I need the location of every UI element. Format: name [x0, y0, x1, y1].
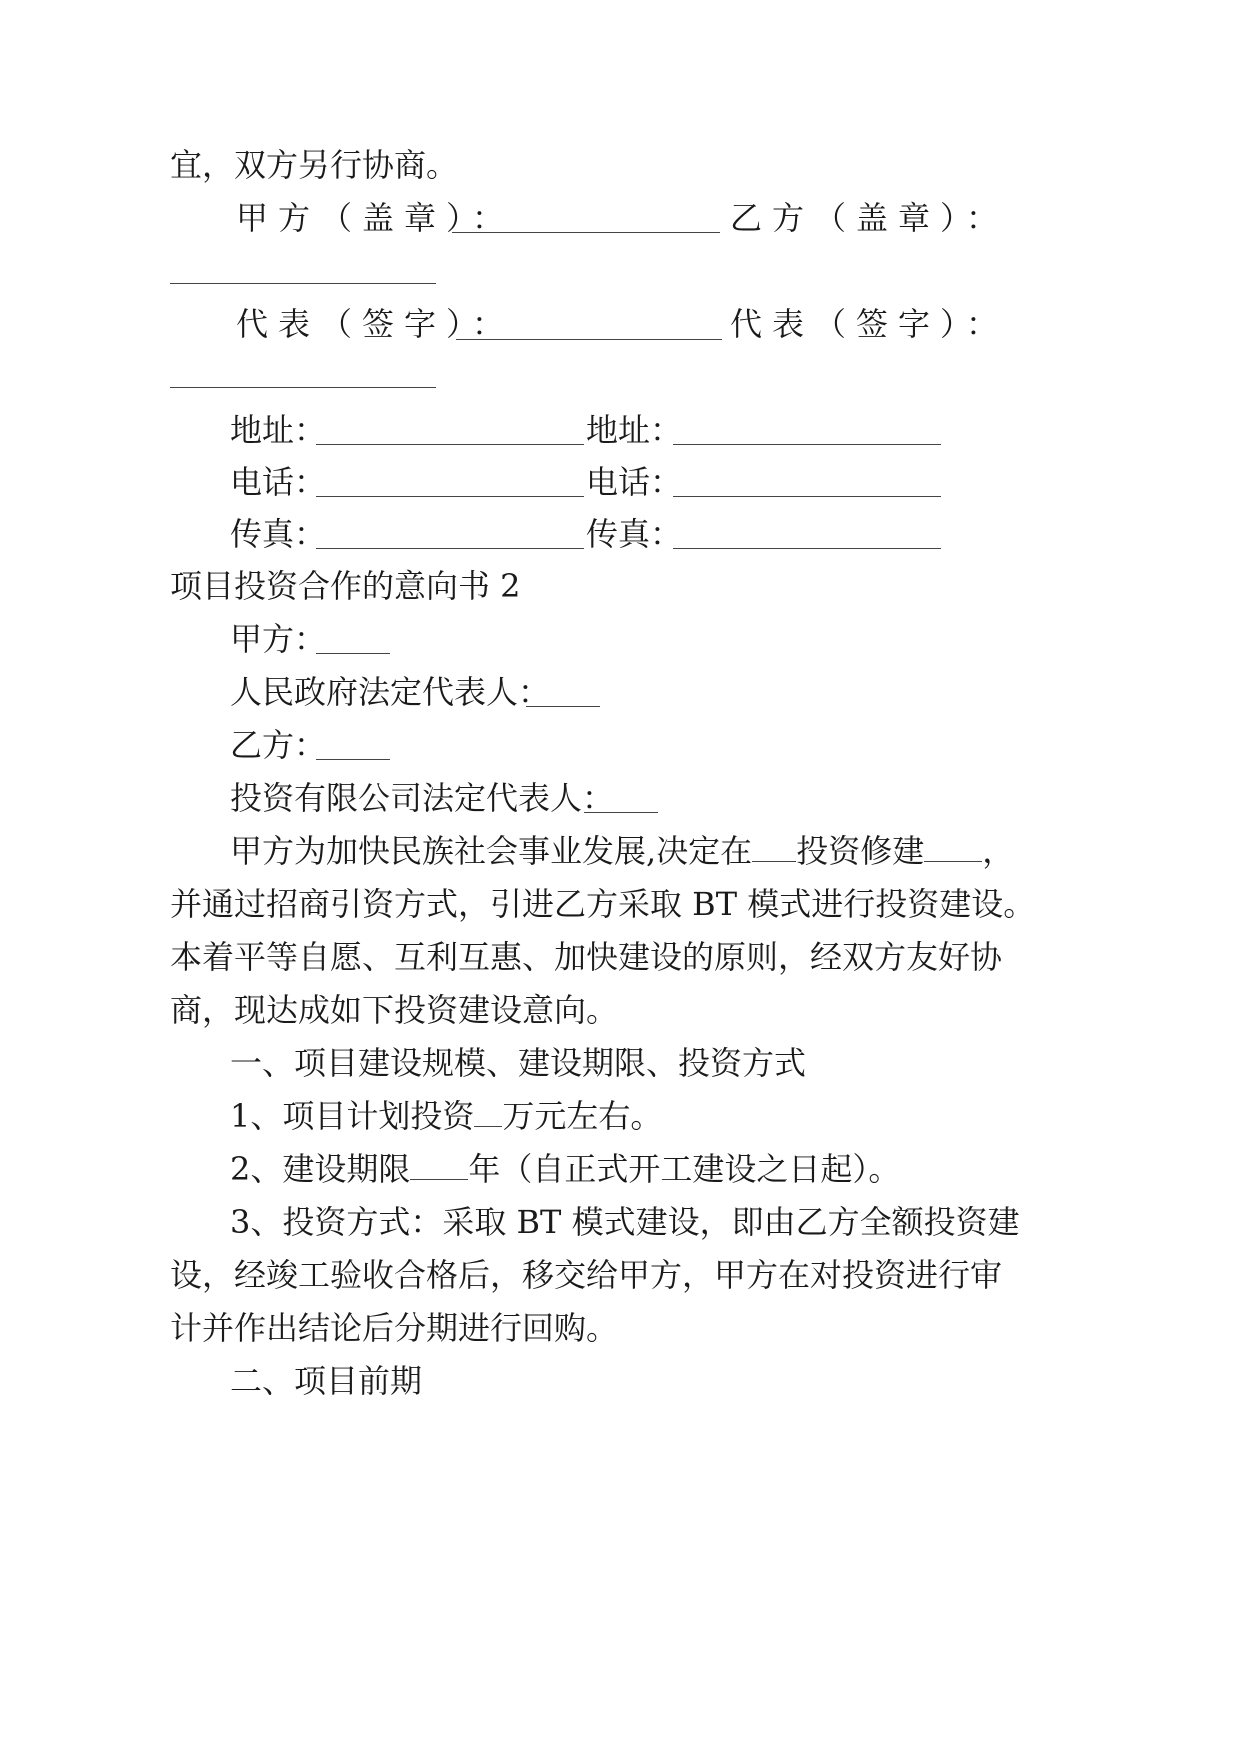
phone-blank-a: [316, 496, 584, 497]
list-item-text: 1、项目计划投资: [230, 1097, 475, 1135]
party-a-rep-blank: [456, 339, 722, 340]
section-heading: 一、项目建设规模、建设期限、投资方式: [230, 1044, 807, 1082]
paragraph-line: 计并作出结论后分期进行回购。: [170, 1309, 619, 1347]
party-b-seal-label: 乙方（盖章）：: [730, 199, 1009, 237]
party-a-label: 甲方：: [230, 620, 327, 658]
paragraph-line: 商，现达成如下投资建设意向。: [170, 991, 619, 1029]
party-b-rep-title-blank: [584, 812, 658, 813]
list-item: [230, 1096, 662, 1136]
location-blank: [752, 831, 796, 862]
party-a-seal-blank: [452, 232, 720, 233]
phone-label-b: 电话：: [586, 463, 683, 501]
fax-blank-a: [316, 548, 584, 549]
paragraph-text: 投资修建: [796, 832, 925, 870]
fax-blank-b: [673, 548, 941, 549]
paragraph-line: 本着平等自愿、互利互惠、加快建设的原则，经双方友好协: [170, 938, 1003, 976]
party-a-rep-title-blank: [526, 706, 600, 707]
party-b-rep-title: 投资有限公司法定代表人：: [230, 779, 615, 817]
party-a-rep-label: 代表（签字）：: [236, 305, 515, 343]
party-b-rep-label: 代表（签字）：: [730, 305, 1009, 343]
section-heading: 二、项目前期: [230, 1362, 423, 1400]
list-item: 3、投资方式：采取 BT 模式建设，即由乙方全额投资建: [230, 1203, 1020, 1241]
party-a-seal-label: 甲方（盖章）：: [236, 199, 515, 237]
phone-blank-b: [673, 496, 941, 497]
party-b-rep-blank: [170, 387, 436, 388]
paragraph-text: 甲方为加快民族社会事业发展,决定在: [230, 832, 753, 870]
phone-label-a: 电话：: [230, 463, 327, 501]
address-label-a: 地址：: [230, 411, 327, 449]
fax-label-a: 传真：: [230, 515, 327, 553]
paragraph-line: 并通过招商引资方式，引进乙方采取 BT 模式进行投资建设。: [170, 885, 1036, 923]
party-a-blank: [316, 653, 390, 654]
list-item-text: 年（自正式开工建设之日起）。: [468, 1150, 901, 1188]
text-line: 宜，双方另行协商。: [170, 146, 459, 184]
party-b-blank: [316, 759, 390, 760]
project-blank: [924, 831, 982, 862]
address-blank-b: [673, 444, 941, 445]
party-b-label: 乙方：: [230, 726, 327, 764]
fax-label-b: 传真：: [586, 515, 683, 553]
list-item-text: 2、建设期限: [230, 1150, 411, 1188]
paragraph-text: ，: [982, 832, 1015, 870]
party-b-seal-blank: [170, 283, 436, 284]
list-item: [230, 1149, 900, 1189]
document-title: 项目投资合作的意向书 2: [170, 567, 521, 605]
paragraph-line: [230, 831, 1014, 871]
paragraph-line: 设，经竣工验收合格后，移交给甲方，甲方在对投资进行审: [170, 1256, 1003, 1294]
amount-blank: [474, 1096, 502, 1127]
list-item-text: 万元左右。: [502, 1097, 663, 1135]
years-blank: [410, 1149, 468, 1180]
address-label-b: 地址：: [586, 411, 683, 449]
address-blank-a: [316, 444, 584, 445]
party-a-rep-title: 人民政府法定代表人：: [230, 673, 551, 711]
